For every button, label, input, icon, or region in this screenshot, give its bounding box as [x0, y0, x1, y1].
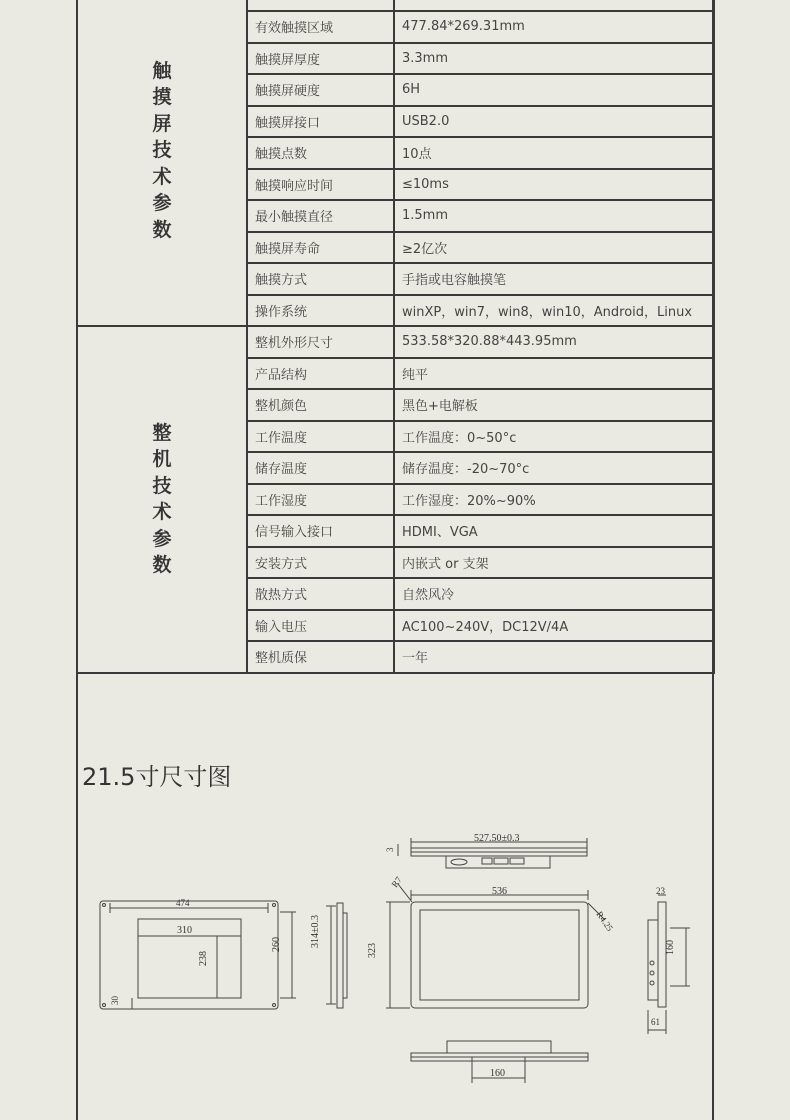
spec-name-cell: 产品结构: [247, 358, 394, 390]
group-label-char: 摸: [152, 86, 172, 109]
spec-name-cell: 散热方式: [247, 578, 394, 610]
spec-name-cell: 有效触摸区域: [247, 11, 394, 43]
spec-name-cell: 触摸屏接口: [247, 106, 394, 138]
spec-name-cell: 整机外形尺寸: [247, 326, 394, 358]
label-right-bottom: 61: [651, 1017, 660, 1027]
spec-name-cell: 触摸屏厚度: [247, 43, 394, 75]
spec-name-cell: 输入电压: [247, 610, 394, 642]
group-label-char: 数: [152, 218, 172, 241]
label-front-height: 323: [367, 943, 378, 958]
spec-value-cell: 6H: [394, 74, 714, 106]
group-label-char: 整: [152, 421, 172, 444]
group-label-char: 技: [152, 474, 172, 497]
spec-name-cell: 触摸响应时间: [247, 169, 394, 201]
spec-value-cell: winXP，win7，win8，win10，Android，Linux: [394, 295, 714, 327]
group-label-char: 技: [152, 139, 172, 162]
label-right-top: 23: [656, 886, 665, 896]
group-label-char: 参: [152, 527, 172, 550]
spec-name-cell: 整机颜色: [247, 389, 394, 421]
spec-value-cell: 工作湿度：20%~90%: [394, 484, 714, 516]
spec-name-cell: 操作系统: [247, 295, 394, 327]
spec-name-cell: 工作温度: [247, 421, 394, 453]
spec-name-cell: 信号输入接口: [247, 515, 394, 547]
label-bottom-width: 160: [490, 1068, 505, 1079]
spec-name-cell: 工作湿度: [247, 484, 394, 516]
spec-value-cell: 3.3mm: [394, 43, 714, 75]
label-side-height: 314±0.3: [310, 915, 321, 948]
spec-name-cell: 触摸方式: [247, 263, 394, 295]
spec-value-cell: 477.84*269.31mm: [394, 11, 714, 43]
label-cutout-offset: 30: [110, 996, 120, 1005]
label-front-width: 536: [492, 886, 507, 897]
label-cutout-inner-width: 310: [177, 925, 192, 936]
spec-value-cell: 1.5mm: [394, 200, 714, 232]
spec-value-cell: 一年: [394, 641, 714, 673]
spec-value-cell: 自然风冷: [394, 578, 714, 610]
label-cutout-height: 260: [271, 937, 282, 952]
group-label-char: 术: [152, 501, 172, 524]
label-right-height: 160: [665, 940, 676, 955]
spec-value-cell: 储存温度：-20~70°c: [394, 452, 714, 484]
spec-value-cell: USB2.0: [394, 106, 714, 138]
label-top-width: 527.50±0.3: [474, 833, 520, 844]
spec-value-cell: 内嵌式 or 支架: [394, 547, 714, 579]
spec-value-cell: AC100~240V，DC12V/4A: [394, 610, 714, 642]
group-label-char: 机: [152, 448, 172, 471]
group-label-char: 触: [152, 59, 172, 82]
spec-name-cell: 整机质保: [247, 641, 394, 673]
label-cutout-inner-height: 238: [198, 951, 209, 966]
spec-value-cell: 533.58*320.88*443.95mm: [394, 326, 714, 358]
right-view-drawing: [648, 895, 690, 1034]
spec-value-cell: 工作温度：0~50°c: [394, 421, 714, 453]
spec-name-cell: 安装方式: [247, 547, 394, 579]
spec-value-cell: 10点: [394, 137, 714, 169]
spec-value-cell: ≤10ms: [394, 169, 714, 201]
spec-value-cell: ≥2亿次: [394, 232, 714, 264]
side-view-drawing: [326, 903, 347, 1008]
label-cutout-width: 474: [176, 898, 190, 908]
spec-name-cell: 触摸屏寿命: [247, 232, 394, 264]
spec-name-cell: 触摸点数: [247, 137, 394, 169]
group-label-char: 参: [152, 192, 172, 215]
dimension-title: 21.5寸尺寸图: [82, 763, 232, 791]
group-label-char: 术: [152, 165, 172, 188]
spec-value-cell: 纯平: [394, 358, 714, 390]
front-view-drawing: [386, 884, 605, 1008]
group-label-char: 屏: [152, 112, 172, 135]
spec-value-cell: 黑色+电解板: [394, 389, 714, 421]
group-label-char: 数: [152, 554, 172, 577]
label-corner-r: R7: [389, 874, 404, 890]
label-corner-r2: R4.25: [594, 909, 616, 933]
spec-name-cell: 最小触摸直径: [247, 200, 394, 232]
spec-name-cell: 触摸屏硬度: [247, 74, 394, 106]
spec-name-cell: 储存温度: [247, 452, 394, 484]
label-top-depth: 3: [385, 847, 395, 852]
spec-value-cell: HDMI、VGA: [394, 515, 714, 547]
spec-value-cell: 手指或电容触摸笔: [394, 263, 714, 295]
